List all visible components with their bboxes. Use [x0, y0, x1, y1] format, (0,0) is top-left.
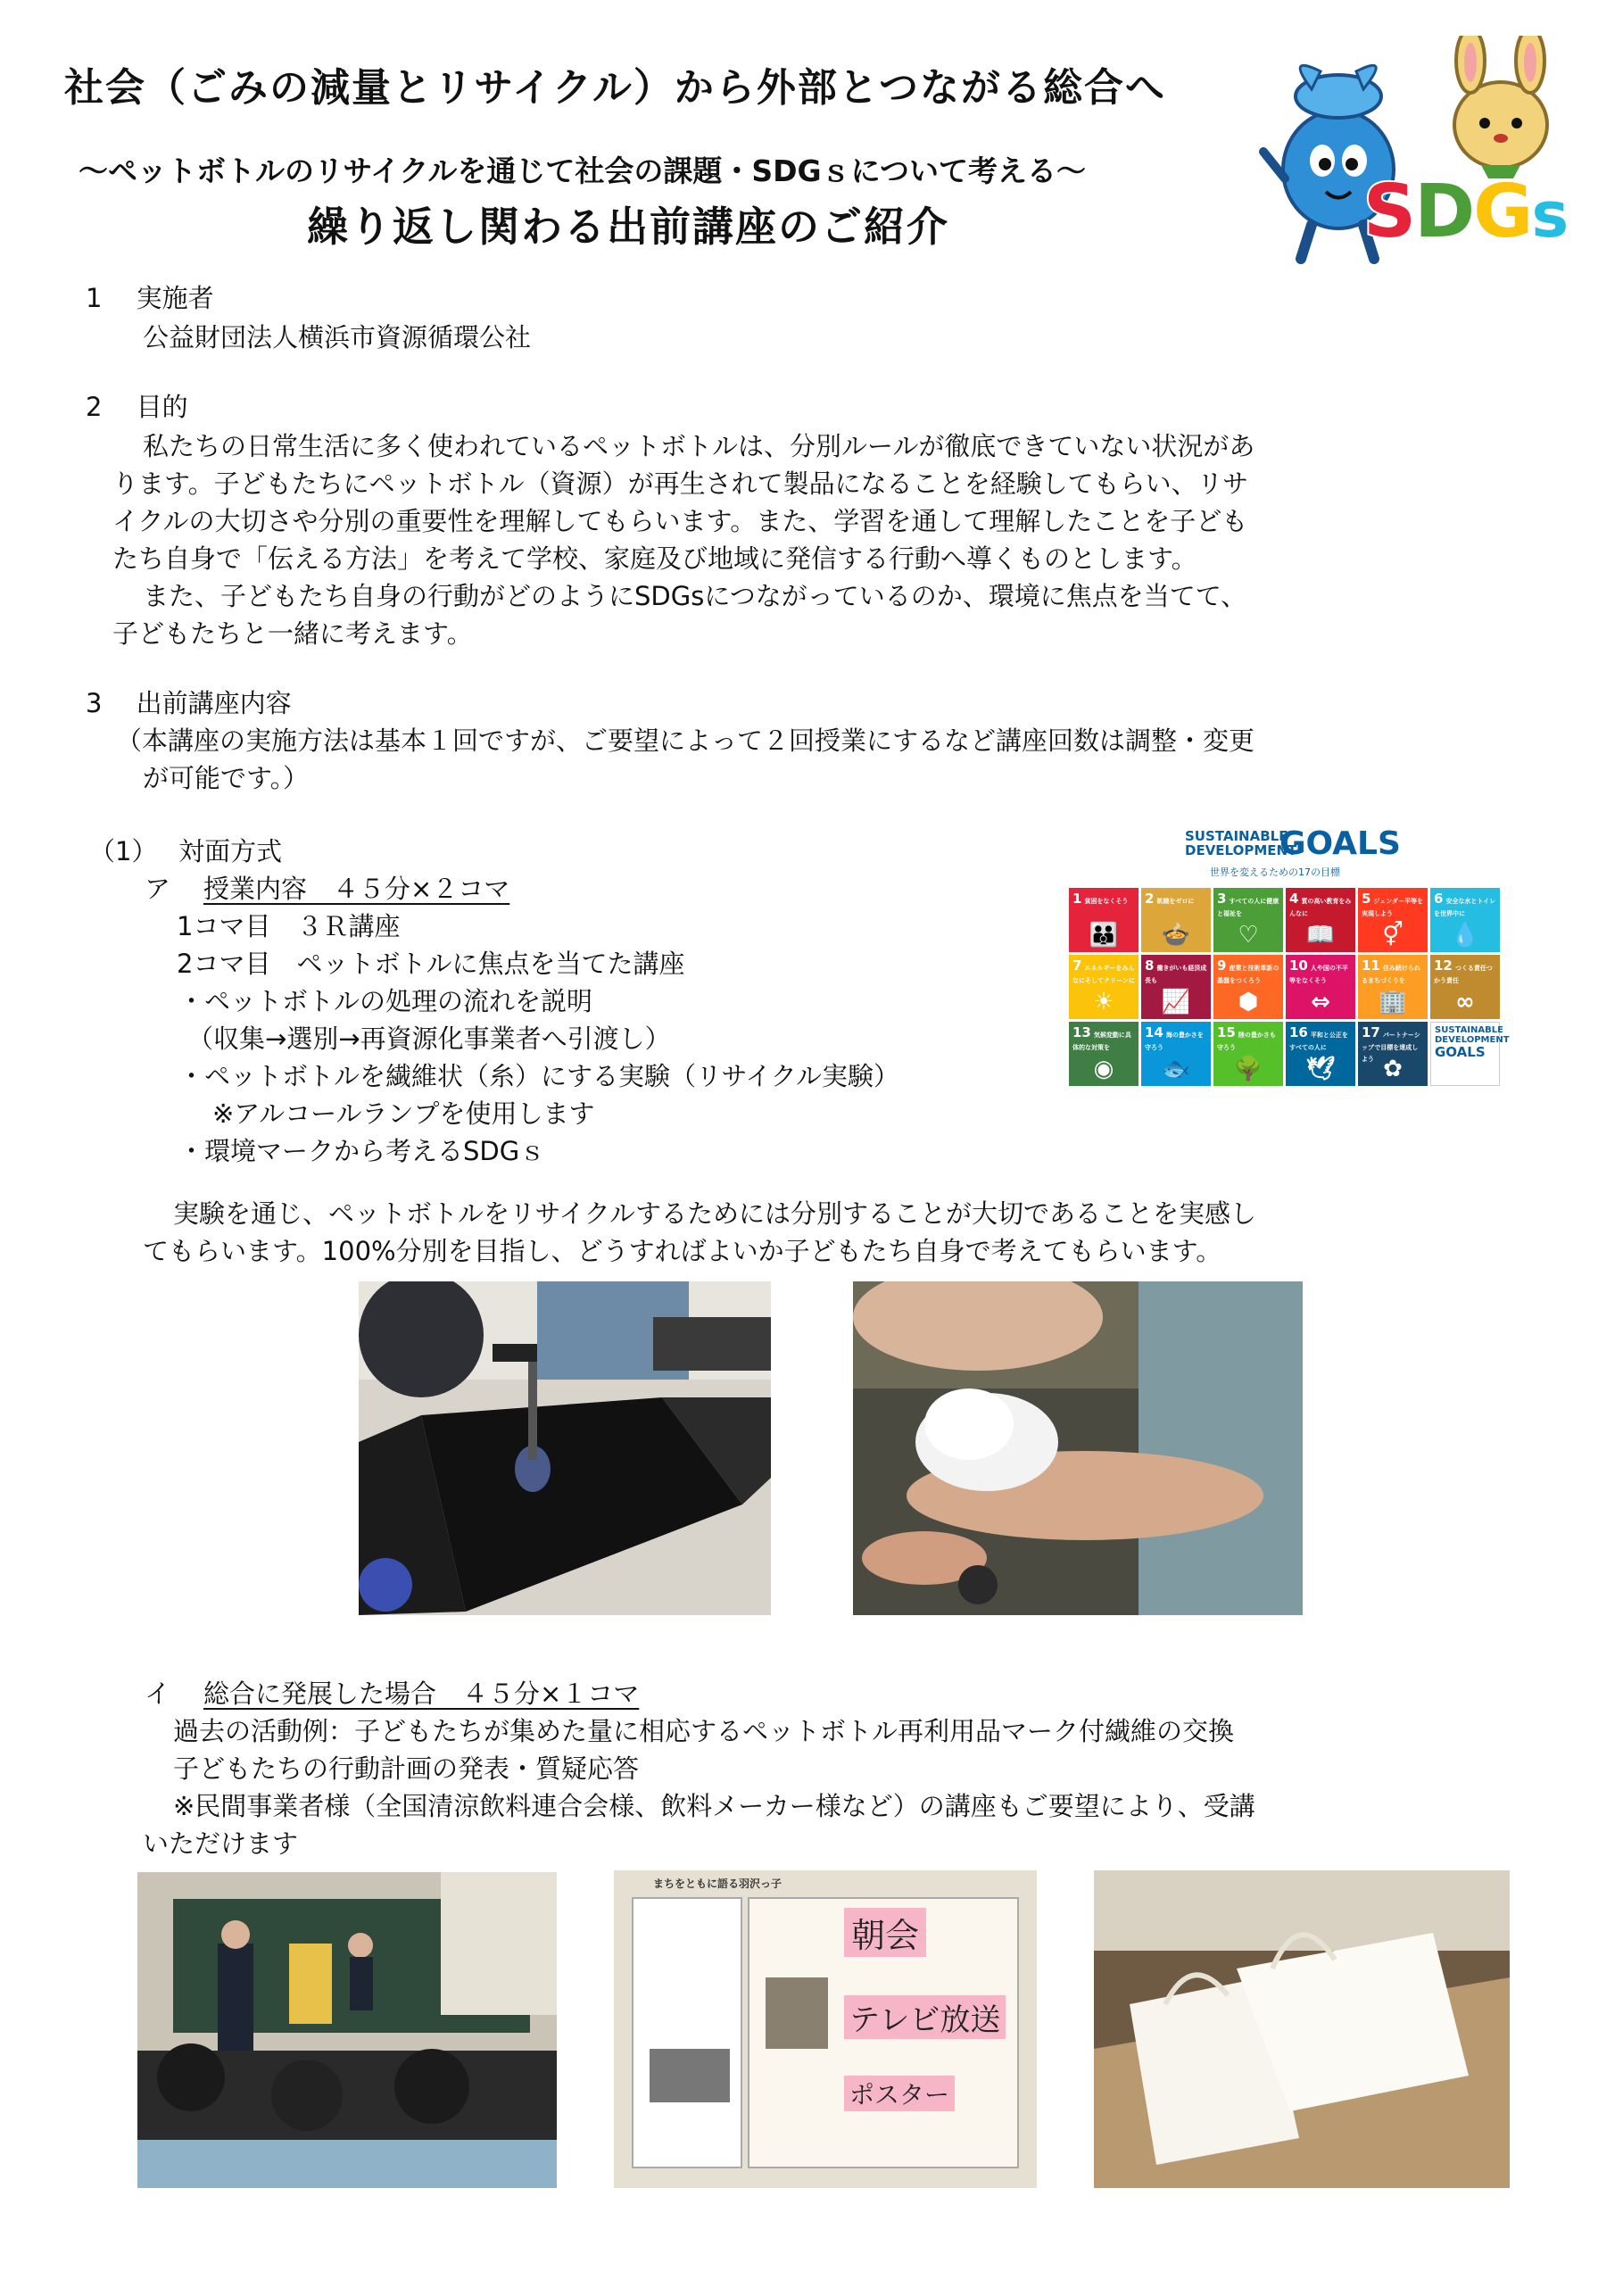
section-3-note: が可能です。）: [143, 763, 310, 793]
sdg-logo-tile: [1430, 1022, 1510, 1086]
sdg-goal-icon: 📖: [1305, 922, 1336, 949]
section-2-line: 私たちの日常生活に多く使われているペットボトルは、分別ルールが徹底できていない状況があ: [143, 431, 1255, 461]
sdg-goal-label: 質の高い教育をみんなに: [1289, 898, 1352, 917]
lesson-item: ・ペットボトルの処理の流れを説明: [178, 986, 593, 1016]
sdg-goal-label: 貧困をなくそう: [1084, 898, 1129, 905]
sdg-goal-number: 11: [1362, 957, 1380, 974]
sdg-goal-icon: 🏢: [1378, 989, 1408, 1015]
poster-label-morning: 朝会: [844, 1908, 926, 1957]
sdg-goal-icon: 🍲: [1161, 922, 1191, 949]
poster-label-tv: テレビ放送: [844, 1995, 1006, 2039]
sdg-goal-icon: 🌳: [1233, 1056, 1263, 1082]
sdg-goal-number: 2: [1145, 891, 1155, 907]
sdg-goal-icon: ◉: [1093, 1056, 1114, 1082]
sdg-goal-icon: 👪: [1089, 922, 1119, 949]
sdg-goal-tile-17: [1358, 1022, 1428, 1086]
sdg-goal-icon: 🐟: [1161, 1056, 1191, 1082]
sdgs-logo-text: SDGs: [1363, 170, 1568, 254]
lesson-item: 1コマ目 ３Ｒ講座: [177, 911, 401, 941]
sdg-goal-number: 4: [1289, 891, 1299, 907]
lesson-item: ・ペットボトルを繊維状（糸）にする実験（リサイクル実験）: [178, 1061, 899, 1091]
sdg-goal-number: 17: [1362, 1024, 1380, 1040]
section-2-line: イクルの大切さや分別の重要性を理解してもらいます。また、学習を通して理解したことを子ども: [112, 506, 1248, 536]
sdg-goal-icon: 📈: [1161, 989, 1191, 1015]
lesson-item: （収集→選別→再資源化事業者へ引渡し）: [187, 1024, 671, 1054]
part-i-line: 子どもたちの行動計画の発表・質疑応答: [173, 1753, 640, 1784]
sdg-panel-tagline: 世界を変えるための17の目標: [1210, 866, 1340, 878]
sdg-goal-grid: [1069, 888, 1510, 1104]
experiment-photo: [359, 1281, 771, 1615]
sdg-panel-title-line1: SUSTAINABLE: [1185, 828, 1288, 844]
sdg-goal-tile-15: [1213, 1022, 1283, 1086]
fiber-photo-image: [853, 1281, 1303, 1615]
part-1-a-prefix: ア: [145, 874, 171, 904]
sdg-goal-icon: ∞: [1455, 989, 1475, 1015]
page-subtitle-2: 繰り返し関わる出前講座のご紹介: [307, 203, 949, 251]
sdg-goal-label: 気候変動に具体的な対策を: [1072, 1032, 1131, 1051]
section-2-line: また、子どもたち自身の行動がどのようにSDGsにつながっているのか、環境に焦点を当てて、: [143, 581, 1247, 611]
sdg-goal-icon: ⚥: [1382, 922, 1404, 949]
sdg-goal-tile-3: [1213, 888, 1283, 952]
classroom-photo: [137, 1872, 557, 2188]
sdg-goal-tile-6: [1430, 888, 1500, 952]
poster-photo: [614, 1870, 1037, 2188]
sdg-goal-number: 9: [1217, 957, 1227, 974]
sdg-goal-number: 3: [1217, 891, 1227, 907]
poster-photo-thumb: [650, 2049, 730, 2102]
page-subtitle: ～ペットボトルのリサイクルを通じて社会の課題・SDGｓについて考える～: [79, 153, 1086, 188]
part-1-heading: （1） 対面方式: [89, 836, 283, 866]
sdg-goal-number: 14: [1145, 1024, 1163, 1040]
poster-label-poster: ポスター: [844, 2076, 955, 2111]
section-3-heading: 3 出前講座内容: [86, 688, 292, 718]
sdg-goal-icon: ♡: [1238, 922, 1259, 949]
part-i-heading: 総合に発展した場合 ４５分×１コマ: [203, 1678, 640, 1709]
part-1-paragraph: 実験を通じ、ペットボトルをリサイクルするためには分別することが大切であることを実感し: [173, 1198, 1256, 1229]
sdg-panel-title-line2: DEVELOPMENT: [1185, 842, 1297, 858]
sdg-goal-label: 人や国の不平等をなくそう: [1289, 965, 1348, 984]
fiber-photo: [853, 1281, 1303, 1615]
sdg-goal-tile-5: [1358, 888, 1428, 952]
sdg-goal-label: 平和と公正をすべての人に: [1289, 1032, 1348, 1051]
sdg-goal-number: 12: [1434, 957, 1453, 974]
sdg-goal-tile-10: [1286, 955, 1355, 1019]
part-1-a-heading: 授業内容 ４５分×２コマ: [203, 874, 510, 904]
section-1-body: 公益財団法人横浜市資源循環公社: [143, 322, 532, 352]
sdg-goal-tile-14: [1141, 1022, 1211, 1086]
sdg-goal-tile-1: [1069, 888, 1139, 952]
experiment-photo-image: [359, 1281, 771, 1615]
sdg-goal-tile-11: [1358, 955, 1428, 1019]
section-2-line: ります。子どもたちにペットボトル（資源）が再生されて製品になることを経験してもらい、リサ: [112, 468, 1249, 499]
sdg-goal-number: 7: [1072, 957, 1082, 974]
sdg-goal-tile-12: [1430, 955, 1500, 1019]
classroom-photo-image: [137, 1872, 557, 2188]
tote-bags-photo: [1094, 1870, 1510, 2188]
sdg-logo-tile-text: DEVELOPMENT: [1435, 1035, 1510, 1045]
sdg-goal-tile-7: [1069, 955, 1139, 1019]
sdg-goal-label: 住み続けられるまちづくりを: [1362, 965, 1420, 984]
sdg-goal-number: 13: [1072, 1024, 1091, 1040]
part-i-line: いただけます: [143, 1828, 299, 1859]
page-title: 社会（ごみの減量とリサイクル）から外部とつながる総合へ: [64, 65, 1166, 111]
sdg-goal-number: 15: [1217, 1024, 1236, 1040]
sdg-goal-number: 5: [1362, 891, 1371, 907]
section-3-note: （本講座の実施方法は基本１回ですが、ご要望によって２回授業にするなど講座回数は調整・変更: [116, 725, 1255, 756]
sdg-goal-label: エネルギーをみんなにそしてクリーンに: [1072, 965, 1135, 984]
sdg-goal-icon: ⬢: [1238, 989, 1259, 1015]
sdg-goal-tile-16: [1286, 1022, 1355, 1086]
poster-banner: まちをともに語る羽沢っ子: [653, 1877, 783, 1890]
sdg-panel-goals-word: GOALS: [1279, 825, 1401, 862]
poster-photo-thumb: [766, 1977, 828, 2049]
sdg-goal-icon: ✿: [1383, 1056, 1403, 1082]
sdg-goal-label: 働きがいも経済成長も: [1145, 965, 1207, 984]
sdg-goal-label: 陸の豊かさも守ろう: [1217, 1032, 1276, 1051]
sdg-logo-tile-text: GOALS: [1435, 1044, 1486, 1060]
sdg-goal-label: つくる責任つかう責任: [1434, 965, 1493, 984]
sdgs-mascot-logo: [1258, 36, 1606, 277]
sdg-goal-number: 1: [1072, 891, 1082, 907]
sdg-goal-label: すべての人に健康と福祉を: [1217, 898, 1279, 917]
part-1-paragraph: てもらいます。100%分別を目指し、どうすればよいか子どもたち自身で考えてもらいます。: [143, 1236, 1222, 1266]
part-i-line: ※民間事業者様（全国清涼飲料連合会様、飲料メーカー様など）の講座もご要望により、受講: [173, 1791, 1255, 1821]
sdg-goal-label: 産業と技術革新の基盤をつくろう: [1217, 965, 1279, 984]
sdg-goal-tile-13: [1069, 1022, 1139, 1086]
sdg-goal-label: ジェンダー平等を実現しよう: [1362, 898, 1424, 917]
sdg-goals-panel: [1069, 825, 1510, 1104]
sdg-goal-number: 10: [1289, 957, 1308, 974]
sdg-goal-tile-4: [1286, 888, 1355, 952]
section-2-line: たち自身で「伝える方法」を考えて学校、家庭及び地域に発信する行動へ導くものとします。: [112, 543, 1197, 574]
sdg-goal-label: 海の豊かさを守ろう: [1145, 1032, 1204, 1051]
sdg-goal-label: 安全な水とトイレを世界中に: [1434, 898, 1496, 917]
tote-bags-photo-image: [1094, 1870, 1510, 2188]
poster-left-panel: [632, 1897, 742, 2168]
sdg-goal-tile-2: [1141, 888, 1211, 952]
sdg-goal-number: 16: [1289, 1024, 1308, 1040]
lesson-item: ※アルコールランプを使用します: [212, 1098, 595, 1129]
sdg-goal-number: 8: [1145, 957, 1155, 974]
sdg-goal-tile-8: [1141, 955, 1211, 1019]
sdg-goal-icon: 🕊: [1305, 1056, 1336, 1082]
lesson-item: 2コマ目 ペットボトルに焦点を当てた講座: [177, 949, 685, 979]
section-1-heading: 1 実施者: [86, 283, 214, 313]
sdg-goal-number: 6: [1434, 891, 1444, 907]
section-2-line: 子どもたちと一緒に考えます。: [112, 618, 473, 649]
sdg-goal-label: パートナーシップで目標を達成しよう: [1362, 1032, 1420, 1063]
sdg-goal-icon: ⇔: [1311, 989, 1330, 1015]
sdg-goal-icon: ☀: [1093, 989, 1114, 1015]
lesson-item: ・環境マークから考えるSDGｓ: [178, 1136, 546, 1166]
sdg-goal-label: 飢餓をゼロに: [1156, 898, 1195, 905]
sdg-logo-tile-text: SUSTAINABLE: [1435, 1025, 1503, 1035]
sdg-goal-icon: 💧: [1450, 922, 1480, 949]
part-i-prefix: イ: [145, 1678, 171, 1709]
section-2-heading: 2 目的: [86, 392, 188, 422]
sdg-goal-tile-9: [1213, 955, 1283, 1019]
part-i-line: 過去の活動例：子どもたちが集めた量に相応するペットボトル再利用品マーク付繊維の交換: [173, 1716, 1235, 1746]
